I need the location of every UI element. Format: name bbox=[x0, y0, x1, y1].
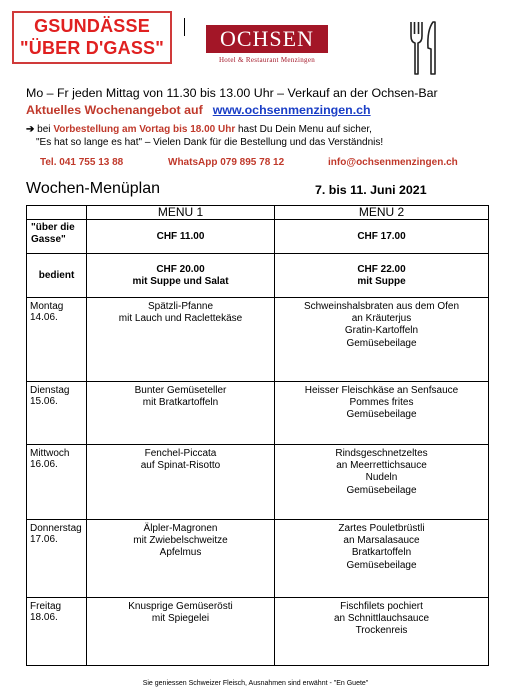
whatsapp-number[interactable]: WhatsApp 079 895 78 12 bbox=[168, 157, 285, 168]
dish-menu-2: Rindsgeschnetzeltes an Meerrettichsauce Nudeln Gemüsebeilage bbox=[275, 445, 489, 520]
preorder-pre: bei bbox=[37, 124, 51, 135]
badge-line-1: GSUNDÄSSE bbox=[34, 16, 150, 36]
day-row-tuesday bbox=[27, 382, 489, 445]
preorder-line bbox=[26, 124, 372, 135]
menu-dates: 7. bis 11. Juni 2021 bbox=[315, 183, 427, 197]
header-menu-2: MENU 2 bbox=[275, 206, 489, 220]
dish-menu-1: Fenchel-Piccata auf Spinat-Risotto bbox=[87, 445, 275, 520]
price-row-served bbox=[27, 254, 489, 298]
dish-menu-2: Heisser Fleischkäse an Senfsauce Pommes frites Gemüsebeilage bbox=[275, 382, 489, 445]
dish-menu-1: Knusprige Gemüserösti mit Spiegelei bbox=[87, 598, 275, 666]
dish-menu-2: Fischfilets pochiert an Schnittlauchsauce Trockenreis bbox=[275, 598, 489, 666]
day-label: Dienstag 15.06. bbox=[27, 382, 87, 445]
dish-menu-2: Zartes Pouletbrüstli an Marsalasauce Bratkartoffeln Gemüsebeilage bbox=[275, 520, 489, 598]
price-row-takeaway bbox=[27, 220, 489, 254]
menu-title: Wochen-Menüplan bbox=[26, 180, 161, 197]
price-menu-2: CHF 17.00 bbox=[275, 220, 489, 254]
opening-hours: Mo – Fr jeden Mittag von 11.30 bis 13.00 Uhr – Verkauf an der Ochsen-Bar bbox=[26, 86, 438, 100]
price-menu-2: CHF 22.00 mit Suppe bbox=[275, 254, 489, 298]
day-row-wednesday bbox=[27, 445, 489, 520]
preorder-deadline: Vorbestellung am Vortag bis 18.00 Uhr bbox=[53, 124, 236, 135]
day-label: Montag 14.06. bbox=[27, 298, 87, 382]
header-menu-1: MENU 1 bbox=[87, 206, 275, 220]
menu-header-row bbox=[27, 206, 489, 220]
price-label: "über die Gasse" bbox=[27, 220, 87, 254]
weekly-offer-text: Aktuelles Wochenangebot auf bbox=[26, 103, 203, 117]
menu-table bbox=[26, 205, 489, 666]
day-row-thursday bbox=[27, 520, 489, 598]
price-menu-1: CHF 11.00 bbox=[87, 220, 275, 254]
day-label: Freitag 18.06. bbox=[27, 598, 87, 666]
arrow-right-icon: ➔ bbox=[26, 124, 35, 135]
badge-line-2: "ÜBER D'GASS" bbox=[20, 38, 164, 58]
phone-number[interactable]: Tel. 041 755 13 88 bbox=[40, 157, 124, 168]
thanks-line: "Es hat so lange es hat" – Vielen Dank für die Bestellung und das Verständnis! bbox=[36, 137, 384, 148]
logo-name: OCHSEN bbox=[219, 26, 314, 51]
dish-menu-2: Schweinshalsbraten aus dem Ofen an Kräuterjus Gratin-Kartoffeln Gemüsebeilage bbox=[275, 298, 489, 382]
footer-note: Sie geniessen Schweizer Fleisch, Ausnahmen sind erwähnt - "En Guete" bbox=[142, 680, 369, 687]
preorder-post: hast Du Dein Menu auf sicher, bbox=[238, 124, 372, 135]
weekly-offer-line bbox=[26, 103, 371, 117]
website-link[interactable]: www.ochsenmenzingen.ch bbox=[212, 103, 371, 117]
dish-menu-1: Spätzli-Pfanne mit Lauch und Raclettekäse bbox=[87, 298, 275, 382]
gsundaesse-badge bbox=[12, 11, 172, 64]
price-menu-1: CHF 20.00 mit Suppe und Salat bbox=[87, 254, 275, 298]
day-row-monday bbox=[27, 298, 489, 382]
day-row-friday bbox=[27, 598, 489, 666]
day-label: Mittwoch 16.06. bbox=[27, 445, 87, 520]
divider bbox=[184, 18, 185, 36]
email-address[interactable]: info@ochsenmenzingen.ch bbox=[328, 157, 458, 168]
price-label: bedient bbox=[27, 254, 87, 298]
day-label: Donnerstag 17.06. bbox=[27, 520, 87, 598]
dish-menu-1: Älpler-Magronen mit Zwiebelschweitze Apfelmus bbox=[87, 520, 275, 598]
fork-knife-icon bbox=[408, 20, 440, 76]
header-blank bbox=[27, 206, 87, 220]
dish-menu-1: Bunter Gemüseteller mit Bratkartoffeln bbox=[87, 382, 275, 445]
logo-tagline: Hotel & Restaurant Menzingen bbox=[218, 56, 316, 64]
